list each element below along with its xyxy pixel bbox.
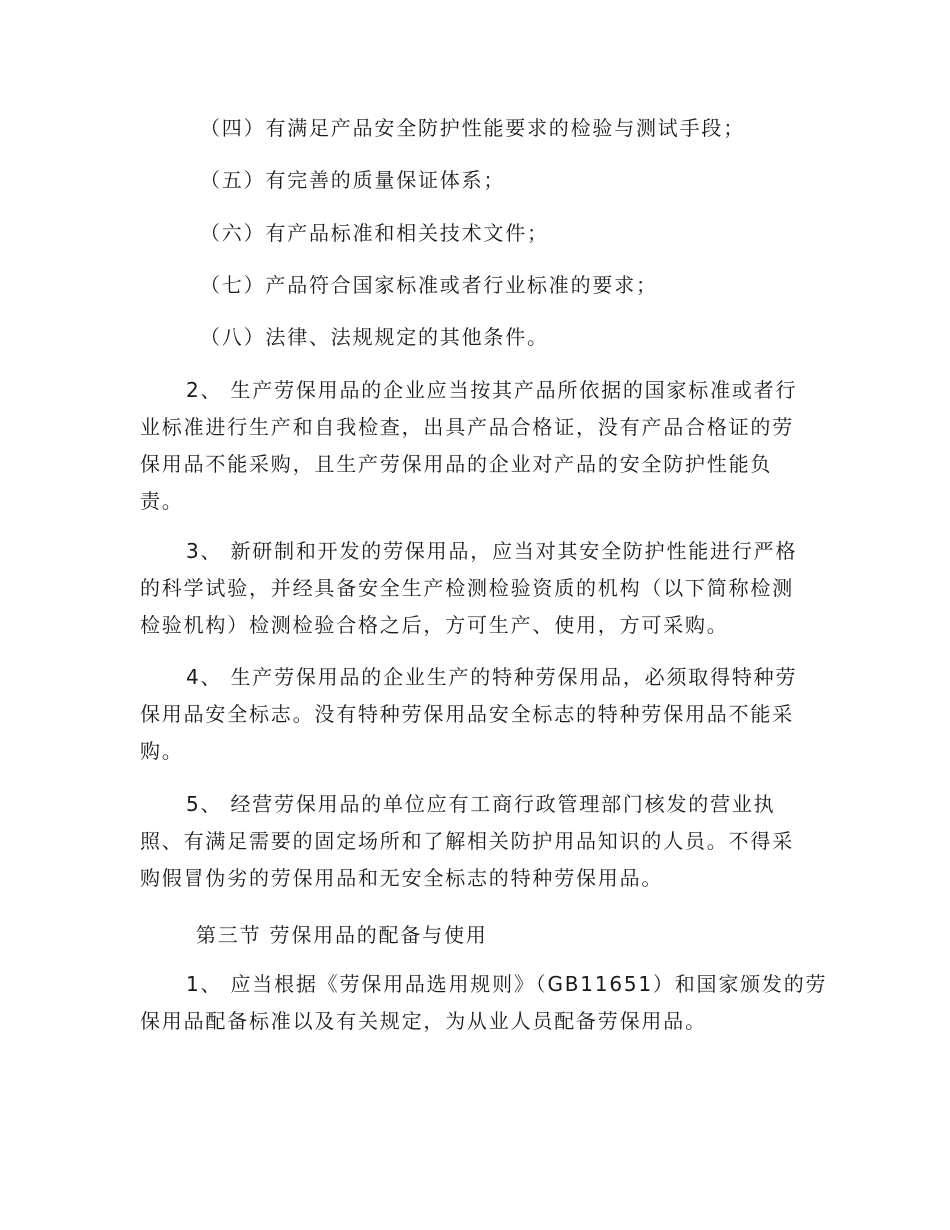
paragraph-line: 保用品配备标准以及有关规定，为从业人员配备劳保用品。 bbox=[140, 1009, 707, 1033]
paragraph-line: 照、有满足需要的固定场所和了解相关防护用品知识的人员。不得采 bbox=[140, 829, 794, 853]
paragraph-3 bbox=[140, 533, 802, 644]
sub-item-4: （四）有满足产品安全防护性能要求的检验与测试手段； bbox=[200, 116, 745, 140]
paragraph-line: 责。 bbox=[140, 489, 184, 513]
paragraph-line: 保用品不能采购，且生产劳保用品的企业对产品的安全防护性能负 bbox=[140, 452, 773, 476]
paragraph-line: 购。 bbox=[140, 739, 184, 763]
paragraph-line: 2、 生产劳保用品的企业应当按其产品所依据的国家标准或者行 bbox=[186, 378, 798, 402]
paragraph-line: 4、 生产劳保用品的企业生产的特种劳保用品，必须取得特种劳 bbox=[186, 665, 798, 689]
paragraph-line: 1、 应当根据《劳保用品选用规则》（GB11651）和国家颁发的劳 bbox=[186, 972, 828, 996]
paragraph-line: 5、 经营劳保用品的单位应有工商行政管理部门核发的营业执 bbox=[186, 792, 776, 816]
paragraph-line: 保用品安全标志。没有特种劳保用品安全标志的特种劳保用品不能采 bbox=[140, 702, 794, 726]
sub-item-6: （六）有产品标准和相关技术文件； bbox=[200, 221, 549, 245]
paragraph-line: 检验机构）检测检验合格之后，方可生产、使用，方可采购。 bbox=[140, 613, 729, 637]
sub-item-7: （七）产品符合国家标准或者行业标准的要求； bbox=[200, 273, 658, 297]
paragraph-line: 业标准进行生产和自我检查，出具产品合格证，没有产品合格证的劳 bbox=[140, 415, 794, 439]
paragraph-4 bbox=[140, 659, 802, 770]
sub-item-8: （八）法律、法规规定的其他条件。 bbox=[200, 325, 549, 349]
sub-item-5: （五）有完善的质量保证体系； bbox=[200, 168, 506, 192]
paragraph-final bbox=[140, 966, 828, 1040]
paragraph-line: 购假冒伪劣的劳保用品和无安全标志的特种劳保用品。 bbox=[140, 866, 664, 890]
paragraph-line: 的科学试验，并经具备安全生产检测检验资质的机构（以下简称检测 bbox=[140, 576, 794, 600]
paragraph-2 bbox=[140, 372, 802, 520]
section-heading: 第三节 劳保用品的配备与使用 bbox=[196, 923, 488, 947]
paragraph-5 bbox=[140, 786, 802, 897]
paragraph-line: 3、 新研制和开发的劳保用品，应当对其安全防护性能进行严格 bbox=[186, 539, 798, 563]
